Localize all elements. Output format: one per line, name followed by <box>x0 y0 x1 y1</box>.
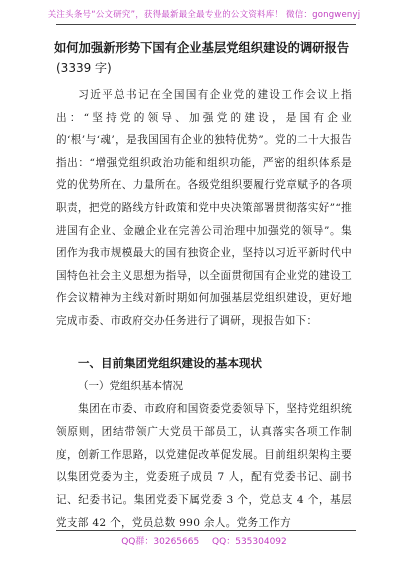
sub-heading: （一）党组织基本情况 <box>78 380 183 392</box>
footer-contact: QQ群：30265665 QQ：535304092 <box>121 537 287 547</box>
header-divider <box>56 24 356 25</box>
section-paragraph: 集团在市委、市政府和国资委党委领导下，坚持党组织统领原则，团结带领广大党员干部员工，认真落实各项工作制度，创新工作思路，以党建促改革促发展。目前组织架构主要以集团党委为主，党委班子成员 7 人，配有党委书记、副书记、纪委书记。集团党委下属党委 3 个，党总支 4 个，基层党支部 42 个，党员总数 990 余人。党务工作方 <box>56 403 352 529</box>
intro-paragraph: 习近平总书记在全国国有企业党的建设工作会议上指出：“坚持党的领导、加强党的建设，是国有企业的‘根’与‘魂’，是我国国有企业的独特优势”。党的二十大报告指出：“增强党组织政治功能和组织功能，严密的组织体系是党的优势所在、力量所在。各级党组织要履行党章赋予的各项职责，把党的路线方针政策和党中央决策部署贯彻落实好”“推进国有企业、金融企业在完善公司治理中加强党的领导”。集团作为我市规模最大的国有独资企业，坚持以习近平新时代中国特色社会主义思想为指导，以全面贯彻国有企业党的建设工作会议精神为主线对新时期如何加强基层党组织建设，更好地完成市委、市政府交办任务进行了调研，现报告如下： <box>56 89 352 327</box>
document-title: 如何加强新形势下国有企业基层党组织建设的调研报告 <box>54 41 350 55</box>
intro-section <box>56 84 352 333</box>
header-banner: 关注头条号“公文研究”，获得最新最全最专业的公文资料库！ 微信：gongwenyj <box>47 10 361 20</box>
footer-divider <box>56 530 356 531</box>
section-body <box>56 398 352 535</box>
word-count: (3339 字) <box>56 61 112 75</box>
section-heading: 一、目前集团党组织建设的基本现状 <box>78 356 262 370</box>
